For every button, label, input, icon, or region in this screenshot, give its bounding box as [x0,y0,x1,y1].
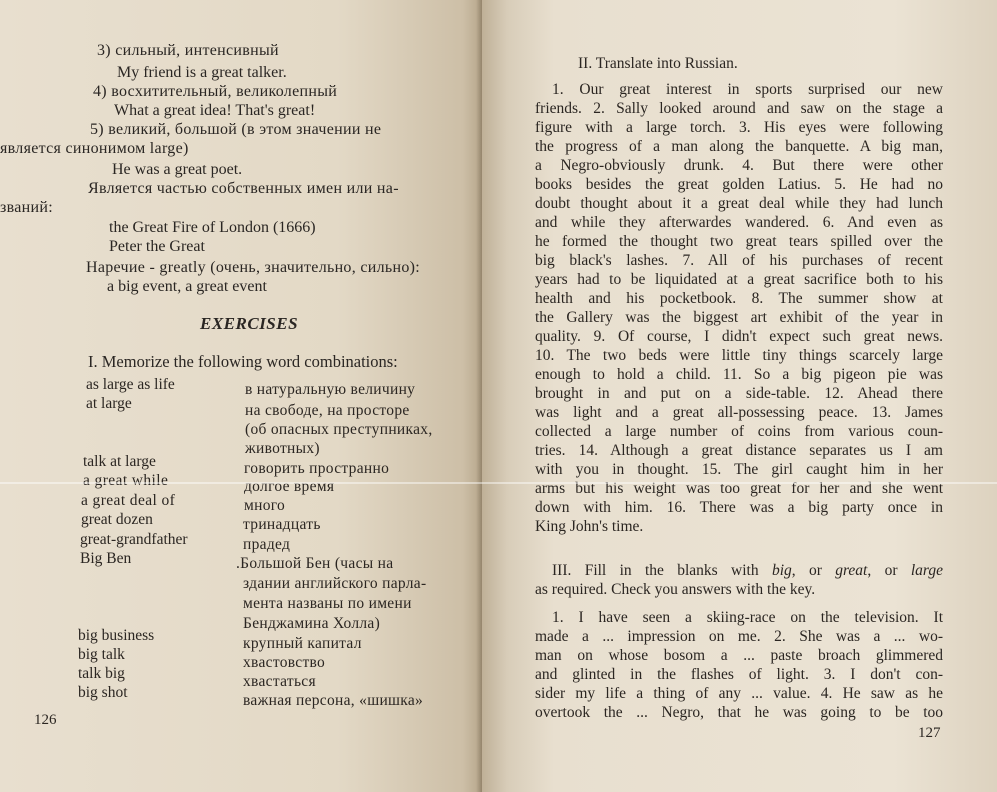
paragraph-line: made a ... impression on me. 2. She was a ... wo- [535,628,943,645]
paragraph-line: overtook the ... Negro, that he was going to be too [535,704,943,721]
paragraph-line: tries. 14. Although a great distance separates us I am [535,442,943,459]
exercise-title: I. Memorize the following word combinations: [88,352,398,371]
phrase-ru: говорить пространно [244,460,390,477]
section3-title-prefix: III. Fill in the blanks with [552,562,772,579]
phrase-ru: (об опасных преступниках, [245,421,433,438]
phrase-en: at large [86,395,132,412]
text-line: He was a great poet. [112,161,243,178]
phrase-ru: здании английского парла- [243,575,427,592]
phrase-ru: важная персона, «шишка» [243,692,424,709]
word-large: large [910,562,943,579]
paragraph-line: and glinted in the flashes of light. 3. I don't con- [535,666,943,683]
paragraph-line: years had to be liquidated at a great sacrifice both to his [535,271,943,288]
section-title-line2: as required. Check you answers with the key. [535,581,816,598]
text-line: 5) великий, большой (в этом значении не [90,121,382,138]
phrase-ru: на свободе, на просторе [245,402,410,419]
scan-fold-line [0,482,997,484]
paragraph-line: down with him. 16. There was a big party once in [535,499,943,516]
phrase-en: a great deal of [81,492,176,509]
paragraph-line: he formed the thought two great tears spilled over the [535,233,943,250]
separator: , or [867,562,911,579]
paragraph-line: 1. I have seen a skiing-race on the television. It [552,609,943,626]
phrase-en: as large as life [86,376,175,393]
paragraph-line: was light and a great all-possessing peace. 13. James [535,404,943,421]
paragraph-line: doubt thought about it a great deal while they had lunch [535,195,943,212]
paragraph-line: and while they afterwardes wandered. 6. And even as [535,214,943,231]
phrase-ru: в натуральную величину [245,381,416,398]
page-number-right: 127 [918,725,941,741]
paragraph-line: books besides the great golden Latius. 5. He had no [535,176,943,193]
paragraph-line: the progress of a man along the banquette. A big man, [535,138,943,155]
phrase-en: talk big [78,665,125,682]
page-number-left: 126 [34,712,57,728]
text-line: Является частью собственных имен или на- [88,180,399,197]
phrase-ru: хвастаться [243,673,316,690]
phrase-en: talk at large [83,453,156,470]
paragraph-line: man on whose bosom a ... paste broach glimmered [535,647,943,664]
text-line: званий: [0,199,53,216]
phrase-ru: прадед [243,536,291,553]
phrase-ru: мента названы по имени [243,595,412,612]
word-big: big [771,562,792,579]
text-line: What a great idea! That's great! [114,102,316,119]
paragraph-line: with you in thought. 15. The girl caught him in her [535,461,943,478]
paragraph-line: big black's lashes. 7. All of his purchases of recent [535,252,943,269]
paragraph-line: health and his pocketbook. 8. The summer show at [535,290,943,307]
phrase-ru: тринадцать [243,516,321,533]
paragraph-line: the Gallery was the biggest art exhibit of the year in [535,309,943,326]
text-line: Наречие - greatly (очень, значительно, сильно): [86,259,421,276]
phrase-ru: много [244,497,286,514]
paragraph-line: King John's time. [535,518,644,535]
phrase-en: great-grandfather [80,531,188,548]
text-line: Peter the Great [109,238,205,255]
phrase-en: big talk [78,646,125,663]
phrase-en: big shot [78,684,128,701]
section-title [552,561,943,580]
paragraph-line: 1. Our great interest in sports surprised our new [552,81,943,98]
phrase-ru: хвастовство [243,654,326,671]
text-line: a big event, a great event [107,278,267,295]
left-page [0,0,482,792]
phrase-ru: крупный капитал [243,635,362,652]
paragraph-line: enough to hold a child. 11. So a big pigeon pie was [535,366,943,383]
paragraph-line: collected a large number of coins from various coun- [535,423,943,440]
paragraph-line: sider my life a thing of any ... value. 4. He saw as he [535,685,943,702]
paragraph-line: friends. 2. Sally looked around and saw on the stage a [535,100,943,117]
phrase-ru: долгое время [244,478,335,495]
text-line: 4) восхитительный, великолепный [93,83,338,100]
text-line: является синонимом large) [0,140,189,157]
paragraph-line: 10. The two beds were little tiny things scarcely large [535,347,943,364]
phrase-en: big business [78,627,155,644]
phrase-ru: .Большой Бен (часы на [236,555,394,572]
phrase-en: a great while [83,472,169,489]
word-great: great [835,562,868,579]
paragraph-line: figure with a large torch. 3. His eyes were following [535,119,943,136]
phrase-ru: Бенджамина Холла) [243,615,381,632]
phrase-ru: животных) [245,440,320,457]
paragraph-line: quality. 9. Of course, I didn't expect such great news. [535,328,943,345]
separator: , or [791,562,836,579]
text-line: My friend is a great talker. [117,64,287,81]
paragraph-line: brought in and put on a side-table. 12. Ahead there [535,385,943,402]
text-line: 3) сильный, интенсивный [97,42,279,59]
section-title: II. Translate into Russian. [578,55,738,72]
phrase-en: Big Ben [80,550,132,567]
paragraph-line: arms but his weight was too great for her and she went [535,480,943,497]
paragraph-line: a Negro-obviously drunk. 4. But there were other [535,157,943,174]
text-line: the Great Fire of London (1666) [109,219,316,236]
exercises-heading: EXERCISES [200,314,299,333]
phrase-en: great dozen [81,511,153,528]
